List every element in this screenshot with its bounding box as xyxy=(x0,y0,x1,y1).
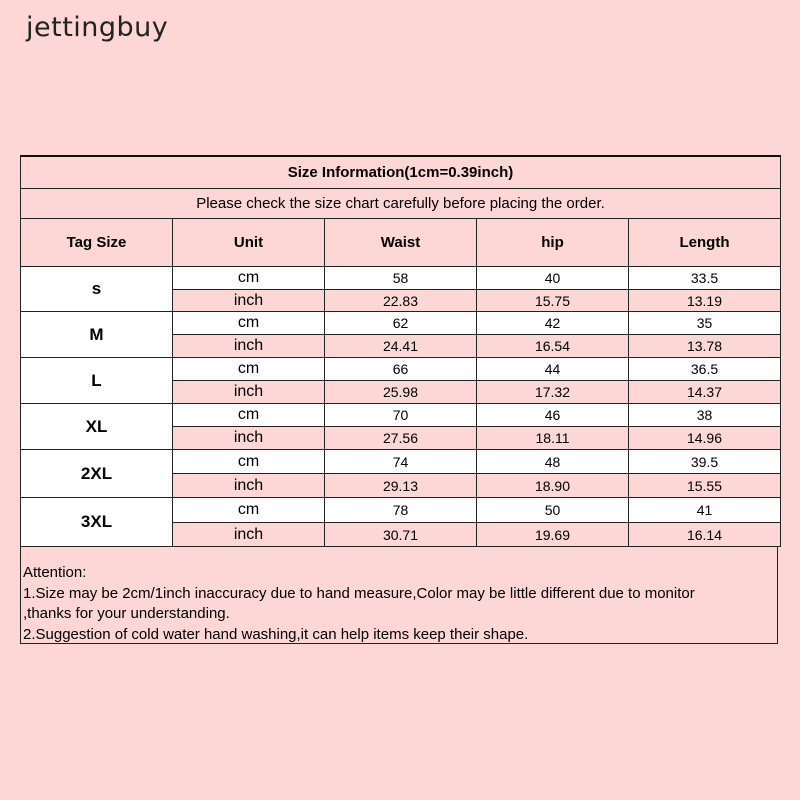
hip-cell: 16.54 xyxy=(477,335,629,358)
unit-cell: inch xyxy=(173,290,325,312)
hip-cell: 18.11 xyxy=(477,427,629,450)
length-cell: 35 xyxy=(629,312,781,335)
header-unit: Unit xyxy=(173,219,325,267)
header-length: Length xyxy=(629,219,781,267)
hip-cell: 17.32 xyxy=(477,381,629,404)
unit-cell: cm xyxy=(173,358,325,381)
waist-cell: 30.71 xyxy=(325,523,477,547)
waist-cell: 58 xyxy=(325,267,477,290)
hip-cell: 42 xyxy=(477,312,629,335)
unit-cell: inch xyxy=(173,474,325,498)
size-chart-sheet xyxy=(20,155,780,645)
header-waist: Waist xyxy=(325,219,477,267)
size-table xyxy=(20,155,781,547)
hip-cell: 40 xyxy=(477,267,629,290)
length-cell: 36.5 xyxy=(629,358,781,381)
waist-cell: 25.98 xyxy=(325,381,477,404)
table-row xyxy=(21,404,781,427)
length-cell: 38 xyxy=(629,404,781,427)
brand-watermark: jettingbuy xyxy=(26,12,169,43)
waist-cell: 62 xyxy=(325,312,477,335)
hip-cell: 15.75 xyxy=(477,290,629,312)
waist-cell: 29.13 xyxy=(325,474,477,498)
attention-line-2: ,thanks for your understanding. xyxy=(23,605,230,622)
attention-line-1: 1.Size may be 2cm/1inch inaccuracy due to hand measure,Color may be little different due to monitor xyxy=(23,584,695,602)
hip-cell: 19.69 xyxy=(477,523,629,547)
tag-size-cell: 2XL xyxy=(21,450,173,498)
length-cell: 33.5 xyxy=(629,267,781,290)
table-row xyxy=(21,312,781,335)
unit-cell: cm xyxy=(173,267,325,290)
hip-cell: 44 xyxy=(477,358,629,381)
hip-cell: 48 xyxy=(477,450,629,474)
tag-size-cell: s xyxy=(21,267,173,312)
unit-cell: cm xyxy=(173,312,325,335)
waist-cell: 66 xyxy=(325,358,477,381)
hip-cell: 50 xyxy=(477,498,629,523)
waist-cell: 22.83 xyxy=(325,290,477,312)
hip-cell: 46 xyxy=(477,404,629,427)
table-row xyxy=(21,267,781,290)
waist-cell: 74 xyxy=(325,450,477,474)
tag-size-cell: L xyxy=(21,358,173,404)
unit-cell: inch xyxy=(173,523,325,547)
table-note: Please check the size chart carefully before placing the order. xyxy=(21,189,781,219)
length-cell: 14.96 xyxy=(629,427,781,450)
waist-cell: 27.56 xyxy=(325,427,477,450)
waist-cell: 70 xyxy=(325,404,477,427)
tag-size-cell: XL xyxy=(21,404,173,450)
length-cell: 41 xyxy=(629,498,781,523)
table-title: Size Information(1cm=0.39inch) xyxy=(21,156,781,189)
table-row xyxy=(21,450,781,474)
waist-cell: 24.41 xyxy=(325,335,477,358)
unit-cell: cm xyxy=(173,404,325,427)
unit-cell: cm xyxy=(173,498,325,523)
table-row xyxy=(21,498,781,523)
tag-size-cell: M xyxy=(21,312,173,358)
header-hip: hip xyxy=(477,219,629,267)
attention-heading: Attention: xyxy=(23,564,87,581)
unit-cell: inch xyxy=(173,381,325,404)
header-tag-size: Tag Size xyxy=(21,219,173,267)
table-row xyxy=(21,358,781,381)
length-cell: 15.55 xyxy=(629,474,781,498)
length-cell: 39.5 xyxy=(629,450,781,474)
tag-size-cell: 3XL xyxy=(21,498,173,547)
attention-line-3: 2.Suggestion of cold water hand washing,it can help items keep their shape. xyxy=(23,625,529,643)
unit-cell: cm xyxy=(173,450,325,474)
length-cell: 13.78 xyxy=(629,335,781,358)
waist-cell: 78 xyxy=(325,498,477,523)
hip-cell: 18.90 xyxy=(477,474,629,498)
attention-notes xyxy=(20,547,778,644)
unit-cell: inch xyxy=(173,427,325,450)
unit-cell: inch xyxy=(173,335,325,358)
length-cell: 13.19 xyxy=(629,290,781,312)
length-cell: 16.14 xyxy=(629,523,781,547)
length-cell: 14.37 xyxy=(629,381,781,404)
